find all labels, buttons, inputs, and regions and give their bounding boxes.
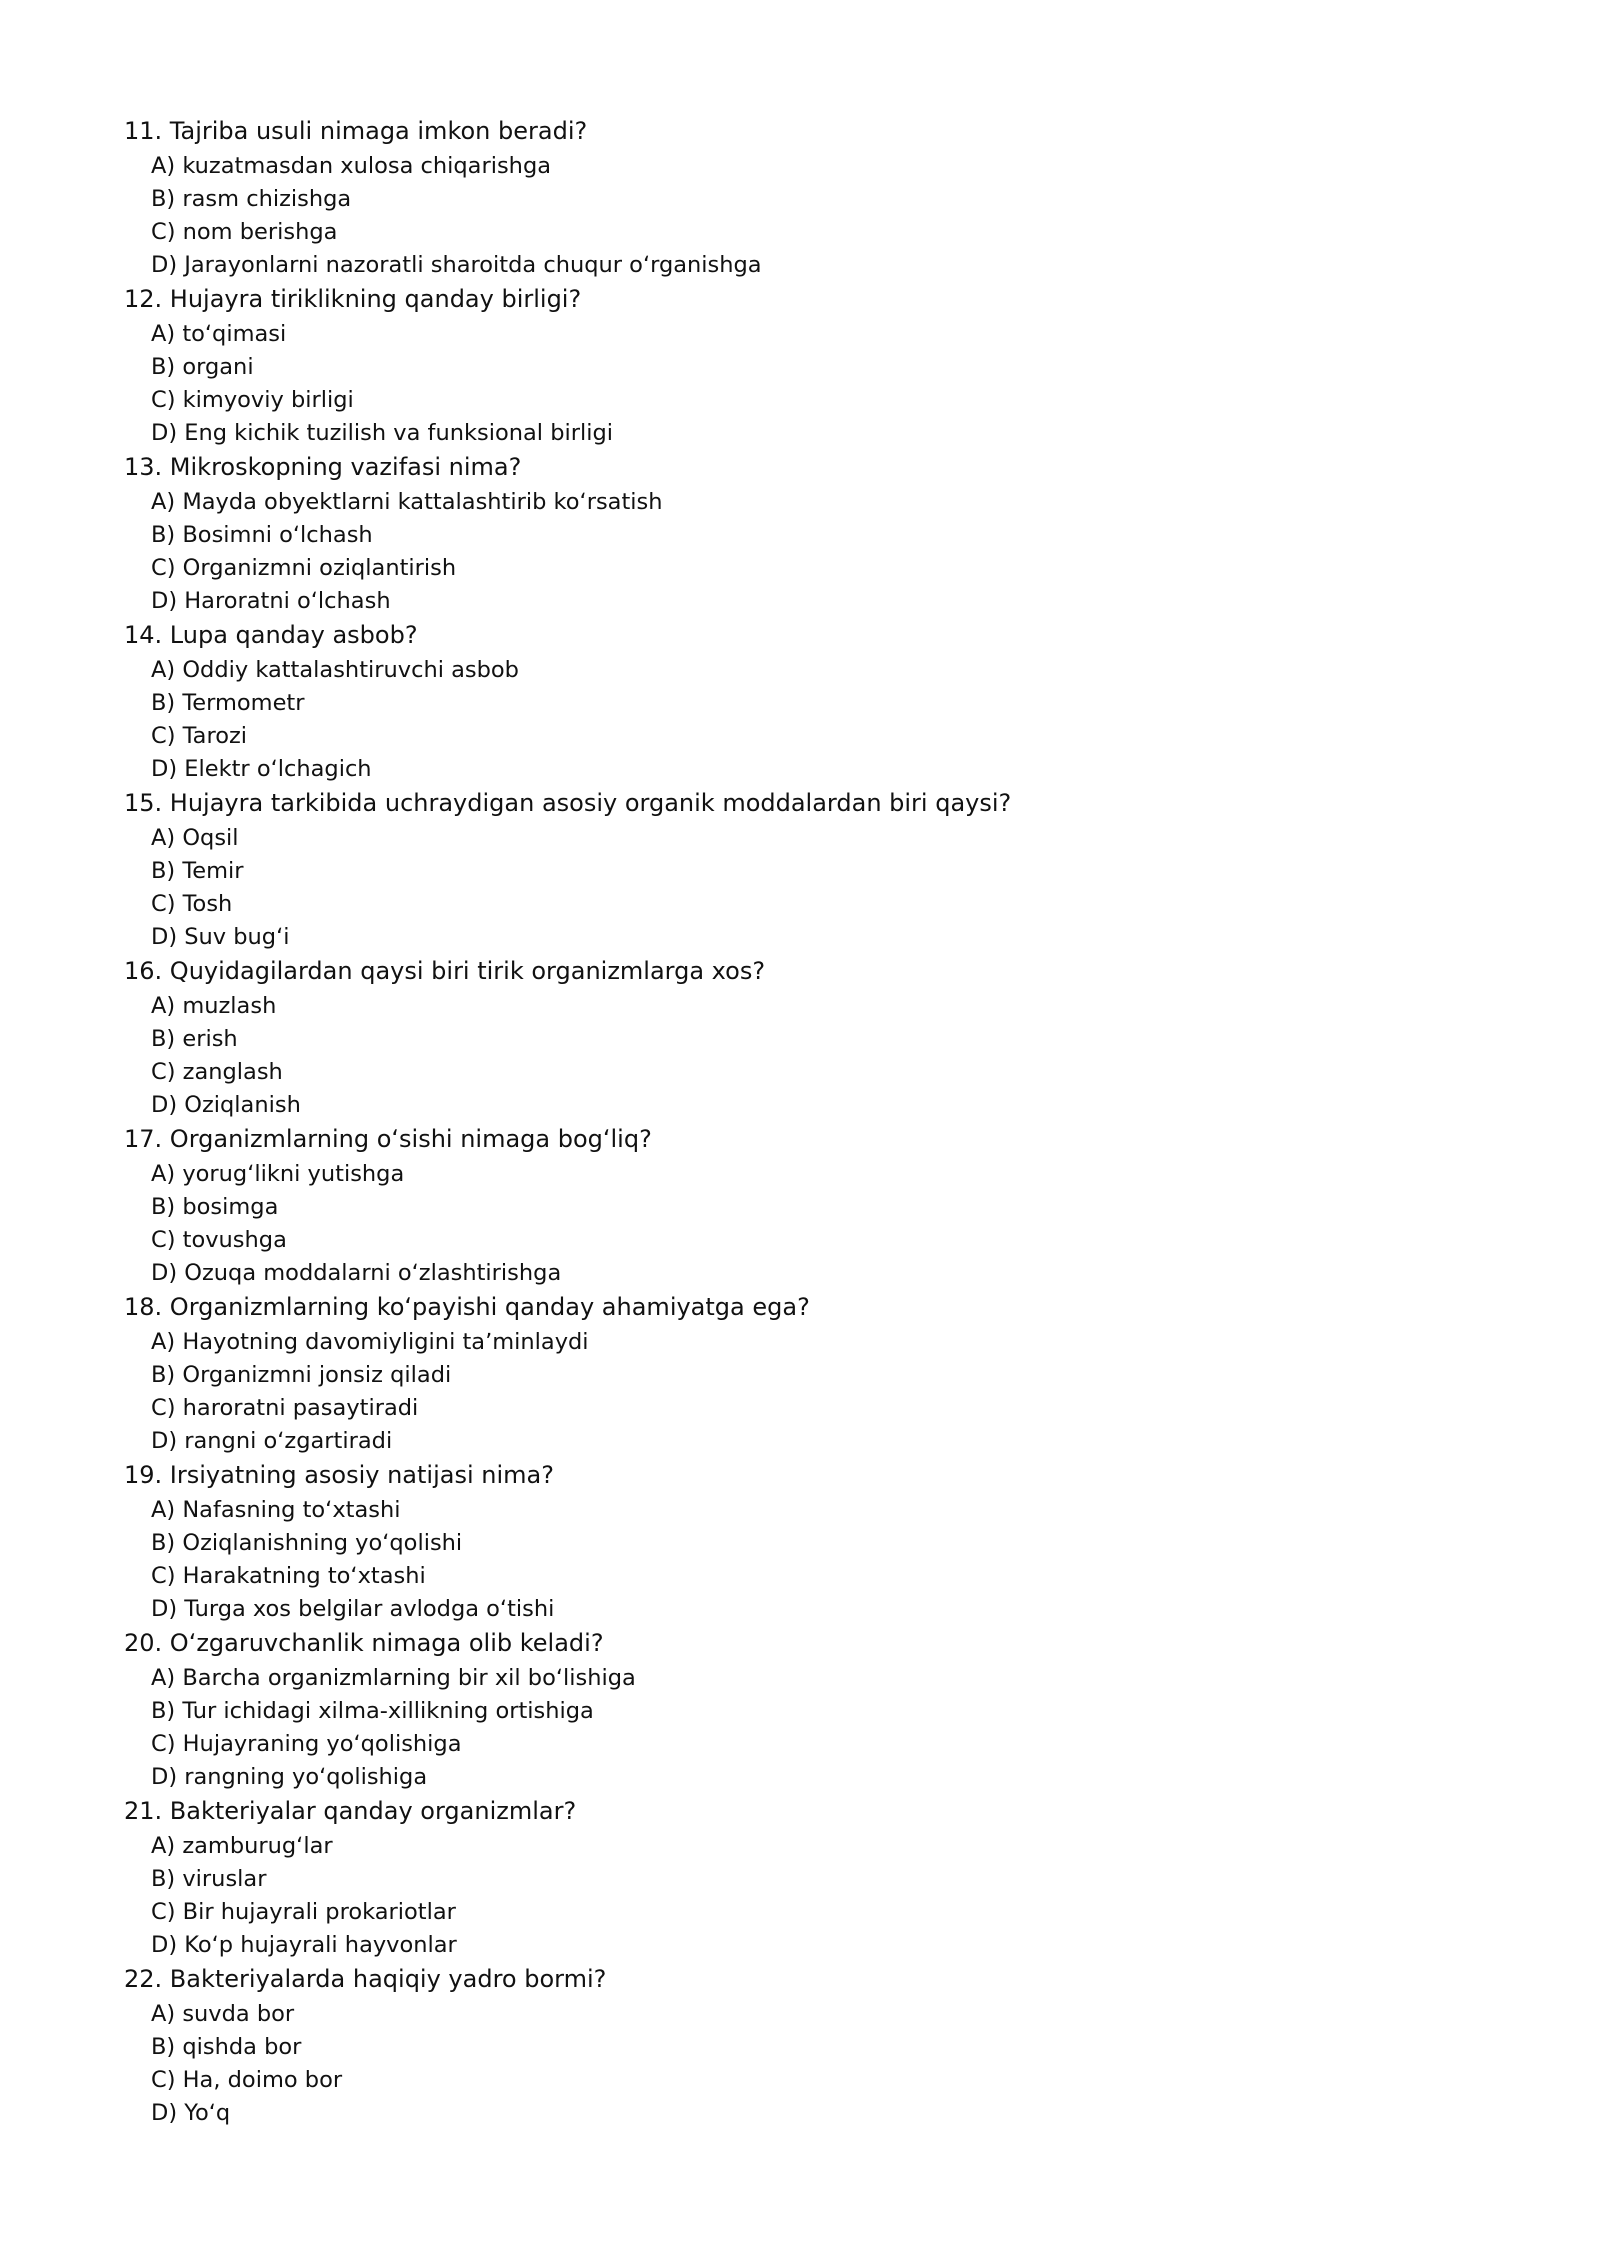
answer-options <box>124 654 1504 786</box>
answer-option: B) organi <box>151 354 254 380</box>
answer-option: C) Hujayraning yoʻqolishiga <box>151 1731 462 1757</box>
answer-options <box>124 1158 1504 1290</box>
answer-option: B) qishda bor <box>151 2034 302 2060</box>
answer-option: C) Tosh <box>151 891 233 917</box>
question-text: 17. Organizmlarning oʻsishi nimaga bogʻliq? <box>124 1125 652 1153</box>
answer-option: D) Yoʻq <box>151 2100 231 2126</box>
answer-option: C) Ha, doimo bor <box>151 2067 343 2093</box>
question-text: 18. Organizmlarning koʻpayishi qanday ahamiyatga ega? <box>124 1293 810 1321</box>
question-text: 13. Mikroskopning vazifasi nima? <box>124 453 522 481</box>
answer-options <box>124 486 1504 618</box>
question-block <box>124 450 1504 618</box>
answer-option: C) Organizmni oziqlantirish <box>151 555 457 581</box>
question-text: 11. Tajriba usuli nimaga imkon beradi? <box>124 117 588 145</box>
answer-option: A) Nafasning toʻxtashi <box>151 1497 401 1523</box>
question-block <box>124 1290 1504 1458</box>
answer-option: A) muzlash <box>151 993 277 1019</box>
question-block <box>124 1962 1504 2130</box>
quiz-question-list <box>124 114 1504 2130</box>
answer-option: C) tovushga <box>151 1227 287 1253</box>
answer-option: C) Tarozi <box>151 723 248 749</box>
answer-option: B) rasm chizishga <box>151 186 352 212</box>
answer-option: A) Hayotning davomiyligini taʼminlaydi <box>151 1329 589 1355</box>
answer-option: D) Jarayonlarni nazoratli sharoitda chuqur oʻrganishga <box>151 252 762 278</box>
question-block <box>124 786 1504 954</box>
answer-option: B) erish <box>151 1026 238 1052</box>
question-text: 16. Quyidagilardan qaysi biri tirik organizmlarga xos? <box>124 957 766 985</box>
question-block <box>124 282 1504 450</box>
answer-options <box>124 1662 1504 1794</box>
answer-options <box>124 1326 1504 1458</box>
answer-option: B) bosimga <box>151 1194 279 1220</box>
answer-options <box>124 150 1504 282</box>
question-block <box>124 1458 1504 1626</box>
question-block <box>124 114 1504 282</box>
answer-option: A) Barcha organizmlarning bir xil boʻlishiga <box>151 1665 636 1691</box>
question-block <box>124 1626 1504 1794</box>
answer-option: B) Temir <box>151 858 244 884</box>
question-block <box>124 954 1504 1122</box>
answer-option: A) Mayda obyektlarni kattalashtirib koʻrsatish <box>151 489 663 515</box>
question-text: 19. Irsiyatning asosiy natijasi nima? <box>124 1461 554 1489</box>
question-text: 14. Lupa qanday asbob? <box>124 621 418 649</box>
answer-options <box>124 822 1504 954</box>
answer-option: D) Koʻp hujayrali hayvonlar <box>151 1932 457 1958</box>
answer-option: B) Tur ichidagi xilma-xillikning ortishiga <box>151 1698 594 1724</box>
answer-option: C) zanglash <box>151 1059 283 1085</box>
question-text: 15. Hujayra tarkibida uchraydigan asosiy organik moddalardan biri qaysi? <box>124 789 1012 817</box>
answer-option: A) yorugʻlikni yutishga <box>151 1161 405 1187</box>
answer-option: A) suvda bor <box>151 2001 295 2027</box>
question-block <box>124 618 1504 786</box>
answer-option: A) Oqsil <box>151 825 239 851</box>
answer-option: C) haroratni pasaytiradi <box>151 1395 419 1421</box>
answer-option: B) Organizmni jonsiz qiladi <box>151 1362 452 1388</box>
answer-options <box>124 1998 1504 2130</box>
answer-option: B) viruslar <box>151 1866 267 1892</box>
answer-option: C) kimyoviy birligi <box>151 387 354 413</box>
answer-option: D) Ozuqa moddalarni oʻzlashtirishga <box>151 1260 562 1286</box>
question-block <box>124 1122 1504 1290</box>
answer-option: D) Elektr oʻlchagich <box>151 756 372 782</box>
question-text: 22. Bakteriyalarda haqiqiy yadro bormi? <box>124 1965 607 1993</box>
answer-option: B) Bosimni oʻlchash <box>151 522 373 548</box>
answer-option: D) rangni oʻzgartiradi <box>151 1428 393 1454</box>
answer-option: D) Eng kichik tuzilish va funksional birligi <box>151 420 614 446</box>
question-text: 12. Hujayra tiriklikning qanday birligi? <box>124 285 582 313</box>
answer-option: C) nom berishga <box>151 219 338 245</box>
answer-option: C) Harakatning toʻxtashi <box>151 1563 426 1589</box>
answer-option: A) Oddiy kattalashtiruvchi asbob <box>151 657 519 683</box>
answer-option: A) toʻqimasi <box>151 321 287 347</box>
question-block <box>124 1794 1504 1962</box>
answer-option: B) Termometr <box>151 690 305 716</box>
answer-option: D) Suv bugʻi <box>151 924 290 950</box>
answer-option: D) Turga xos belgilar avlodga oʻtishi <box>151 1596 555 1622</box>
answer-option: D) Oziqlanish <box>151 1092 301 1118</box>
answer-option: D) Haroratni oʻlchash <box>151 588 391 614</box>
answer-option: A) kuzatmasdan xulosa chiqarishga <box>151 153 552 179</box>
answer-option: B) Oziqlanishning yoʻqolishi <box>151 1530 463 1556</box>
answer-option: A) zamburugʻlar <box>151 1833 333 1859</box>
answer-option: D) rangning yoʻqolishiga <box>151 1764 428 1790</box>
question-text: 21. Bakteriyalar qanday organizmlar? <box>124 1797 577 1825</box>
answer-options <box>124 318 1504 450</box>
answer-options <box>124 990 1504 1122</box>
answer-options <box>124 1830 1504 1962</box>
answer-option: C) Bir hujayrali prokariotlar <box>151 1899 456 1925</box>
question-text: 20. Oʻzgaruvchanlik nimaga olib keladi? <box>124 1629 604 1657</box>
answer-options <box>124 1494 1504 1626</box>
